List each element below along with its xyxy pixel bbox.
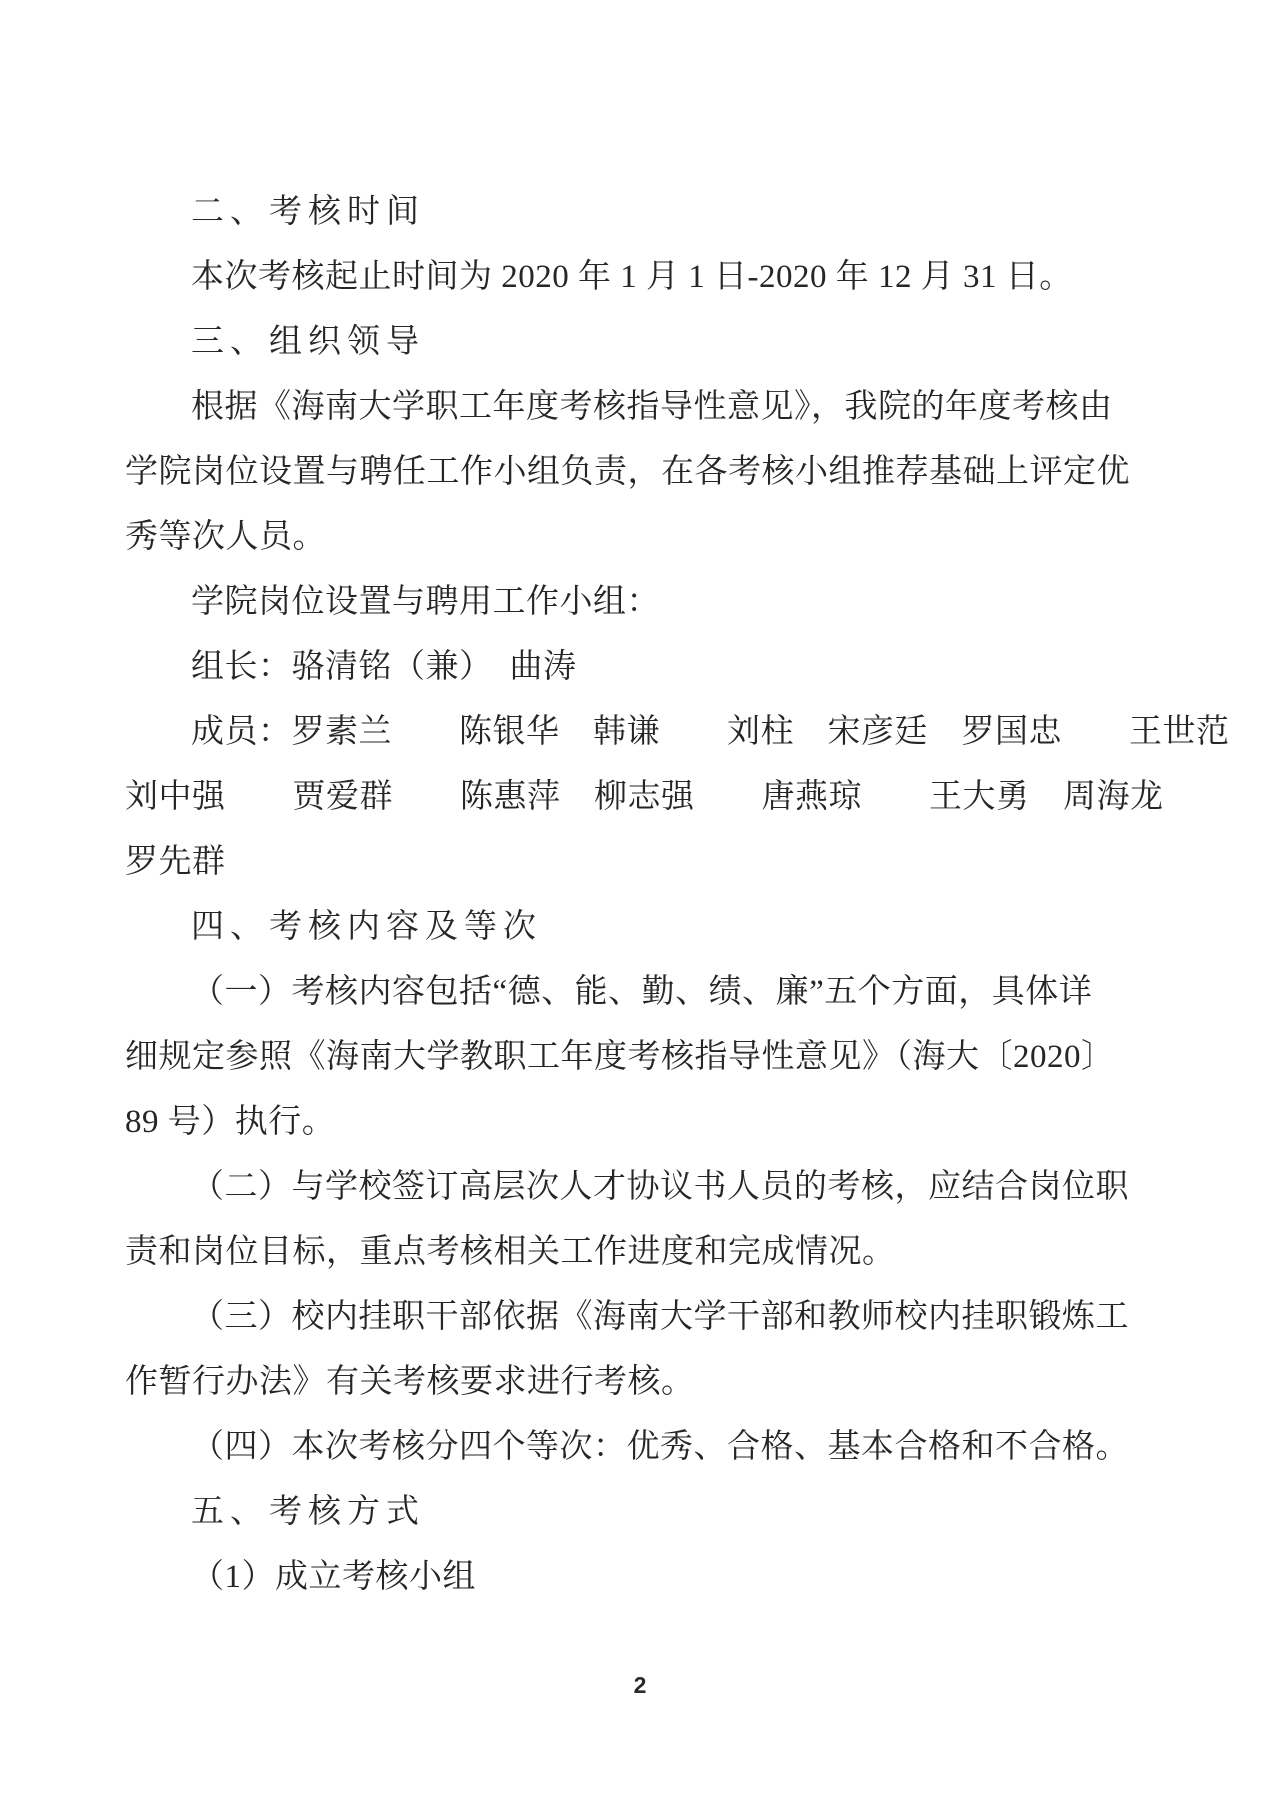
line-leadership-para-2: 学院岗位设置与聘任工作小组负责，在各考核小组推荐基础上评定优 xyxy=(125,454,1130,490)
line-assessment-period: 本次考核起止时间为 2020 年 1 月 1 日-2020 年 12 月 31 日。 xyxy=(191,259,1073,295)
line-setup-assessment-group: （1）成立考核小组 xyxy=(191,1559,476,1595)
heading-assessment-content: 四、考核内容及等次 xyxy=(191,909,542,945)
line-members-row-1: 成员：罗素兰 陈银华 韩谦 刘柱 宋彦廷 罗国忠 王世范 xyxy=(191,714,1230,750)
page-footer xyxy=(0,1672,1280,1699)
heading-organization-leadership: 三、组织领导 xyxy=(191,324,425,360)
document-body xyxy=(125,180,1230,1610)
line-content-item-1a: （一）考核内容包括“德、能、勤、绩、廉”五个方面，具体详 xyxy=(191,974,1093,1010)
heading-assessment-time: 二、考核时间 xyxy=(191,194,425,230)
line-content-item-4: （四）本次考核分四个等次：优秀、合格、基本合格和不合格。 xyxy=(191,1429,1129,1465)
line-content-item-2a: （二）与学校签订高层次人才协议书人员的考核，应结合岗位职 xyxy=(191,1169,1129,1205)
line-leadership-para-1: 根据《海南大学职工年度考核指导性意见》，我院的年度考核由 xyxy=(191,389,1113,425)
line-content-item-2b: 责和岗位目标，重点考核相关工作进度和完成情况。 xyxy=(125,1234,896,1270)
line-content-item-1c: 89 号）执行。 xyxy=(125,1104,336,1140)
line-content-item-1b: 细规定参照《海南大学教职工年度考核指导性意见》（海大〔2020〕 xyxy=(125,1039,1115,1075)
page-number: 2 xyxy=(633,1672,647,1698)
line-content-item-3b: 作暂行办法》有关考核要求进行考核。 xyxy=(125,1364,695,1400)
line-members-row-2: 刘中强 贾爱群 陈惠萍 柳志强 唐燕琼 王大勇 周海龙 xyxy=(125,779,1164,815)
heading-assessment-method: 五、考核方式 xyxy=(191,1494,425,1530)
line-leadership-para-3: 秀等次人员。 xyxy=(125,519,326,555)
line-content-item-3a: （三）校内挂职干部依据《海南大学干部和教师校内挂职锻炼工 xyxy=(191,1299,1129,1335)
line-workgroup-title: 学院岗位设置与聘用工作小组： xyxy=(191,584,660,620)
line-members-row-3: 罗先群 xyxy=(125,844,226,880)
line-group-leaders: 组长：骆清铭（兼） 曲涛 xyxy=(191,649,577,685)
